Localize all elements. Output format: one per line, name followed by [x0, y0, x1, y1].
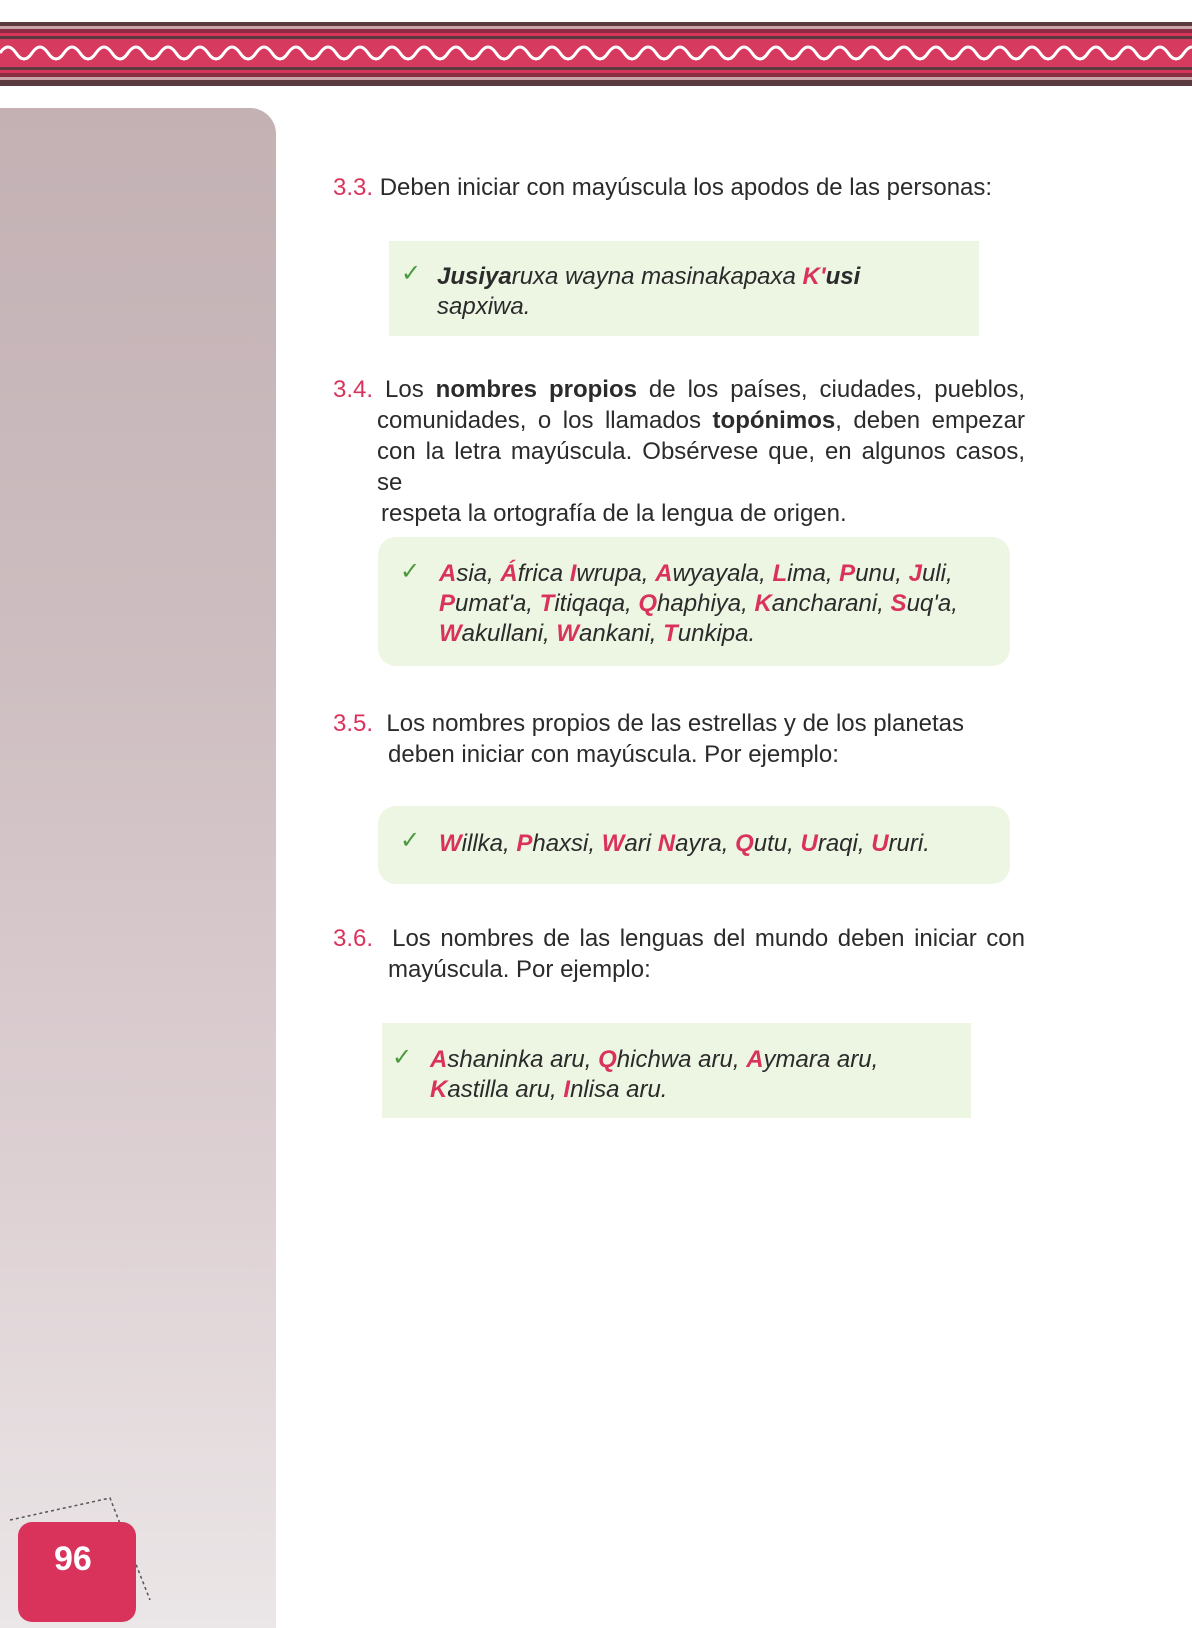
word-rest: shaninka aru, — [447, 1046, 599, 1073]
capital-letter: P — [516, 830, 533, 857]
example-text — [439, 559, 999, 649]
capital-letter: T — [539, 590, 555, 617]
word-rest: ymara aru, — [763, 1046, 879, 1073]
word-rest: ruri. — [888, 830, 930, 857]
section-number: 3.6. — [333, 925, 374, 952]
section-text: Deben iniciar con mayúscula los apodos de las personas: — [379, 174, 993, 201]
capital-letter: S — [890, 590, 907, 617]
section-3-3 — [333, 172, 992, 203]
checkmark-icon: ✓ — [401, 260, 422, 287]
capital-letter: I — [563, 1076, 571, 1103]
decorative-woven-border — [0, 22, 1192, 86]
example-box-toponyms — [378, 537, 1010, 666]
example-box-languages — [382, 1023, 971, 1118]
word-rest: haxsi, — [532, 830, 602, 857]
capital-letter: W — [556, 620, 580, 647]
word-rest: wyayala, — [672, 560, 773, 587]
word-rest: akullani, — [461, 620, 557, 647]
word-rest: frica — [517, 560, 570, 587]
word-rest: sia, — [456, 560, 501, 587]
word-rest: illka, — [461, 830, 517, 857]
section-number: 3.4. — [333, 376, 374, 403]
capital-letter: N — [657, 830, 676, 857]
example-box-stars-planets — [378, 806, 1010, 884]
example-line — [430, 1075, 960, 1105]
section-number: 3.3. — [333, 174, 374, 201]
example-line — [439, 559, 999, 589]
checkmark-icon: ✓ — [392, 1044, 413, 1071]
example-line — [430, 1045, 960, 1075]
page-number: 96 — [54, 1540, 92, 1578]
word-rest: ayra, — [675, 830, 736, 857]
word-rest: ankani, — [579, 620, 664, 647]
example-line — [439, 619, 999, 649]
word-rest: hichwa aru, — [616, 1046, 747, 1073]
word-rest: utu, — [753, 830, 801, 857]
word-rest: astilla aru, — [447, 1076, 564, 1103]
capital-letter: Q — [598, 1046, 617, 1073]
capital-letter: A — [430, 1046, 448, 1073]
example-text — [439, 829, 999, 859]
page-number-tab — [18, 1522, 136, 1622]
word-rest: itiqaqa, — [554, 590, 639, 617]
word-rest: unkipa. — [677, 620, 756, 647]
capital-letter: K — [430, 1076, 448, 1103]
word-rest: uq'a, — [906, 590, 958, 617]
section-number: 3.5. — [333, 710, 374, 737]
word-rest: nlisa aru. — [570, 1076, 668, 1103]
word-rest: ari — [624, 830, 658, 857]
capital-letter: U — [871, 830, 889, 857]
capital-letter: Q — [638, 590, 658, 617]
section-3-5: 3.5. Los nombres propios de las estrellas y de los planetas deben iniciar con mayúscula. Por ejemplo: — [333, 710, 965, 768]
section-3-6: 3.6. Los nombres de las lenguas del mundo deben iniciar con mayúscula. Por ejemplo: — [333, 925, 1025, 983]
word-rest: raqi, — [817, 830, 872, 857]
example-box-nicknames — [389, 241, 979, 336]
capital-letter: A — [439, 560, 457, 587]
capital-letter: I — [569, 560, 577, 587]
capital-letter: T — [663, 620, 678, 647]
capital-letter: P — [439, 590, 456, 617]
section-3-4: 3.4. Los nombres propios de los países, ciudades, pueblos, comunidades, o los llamados topónimos, deben empezar con la letra mayúscula. Obsérvese que, en algunos casos, se respeta la ortografía de la lengua de origen. — [333, 376, 1026, 527]
word-rest: unu, — [855, 560, 909, 587]
capital-letter: W — [439, 620, 462, 647]
capital-letter: A — [746, 1046, 764, 1073]
example-line — [439, 829, 999, 859]
capital-letter: J — [908, 560, 922, 587]
left-decorative-panel — [0, 108, 276, 1628]
capital-letter: U — [800, 830, 818, 857]
capital-letter: P — [839, 560, 856, 587]
capital-letter: K — [754, 590, 772, 617]
example-text — [430, 1045, 960, 1105]
word-rest: haphiya, — [657, 590, 755, 617]
capital-letter: W — [439, 830, 462, 857]
word-rest: wrupa, — [576, 560, 656, 587]
example-line — [439, 589, 999, 619]
capital-letter: L — [772, 560, 788, 587]
word-rest: ancharani, — [771, 590, 891, 617]
capital-letter: Q — [735, 830, 754, 857]
example-text: Jusiyaruxa wayna masinakapaxa K'usi sapxiwa. — [437, 263, 861, 320]
checkmark-icon: ✓ — [400, 558, 421, 585]
word-rest: ima, — [787, 560, 840, 587]
capital-letter: A — [655, 560, 673, 587]
capital-letter: W — [601, 830, 625, 857]
word-rest: uli, — [921, 560, 953, 587]
capital-letter: Á — [500, 560, 518, 587]
checkmark-icon: ✓ — [400, 827, 421, 854]
word-rest: umat'a, — [455, 590, 540, 617]
